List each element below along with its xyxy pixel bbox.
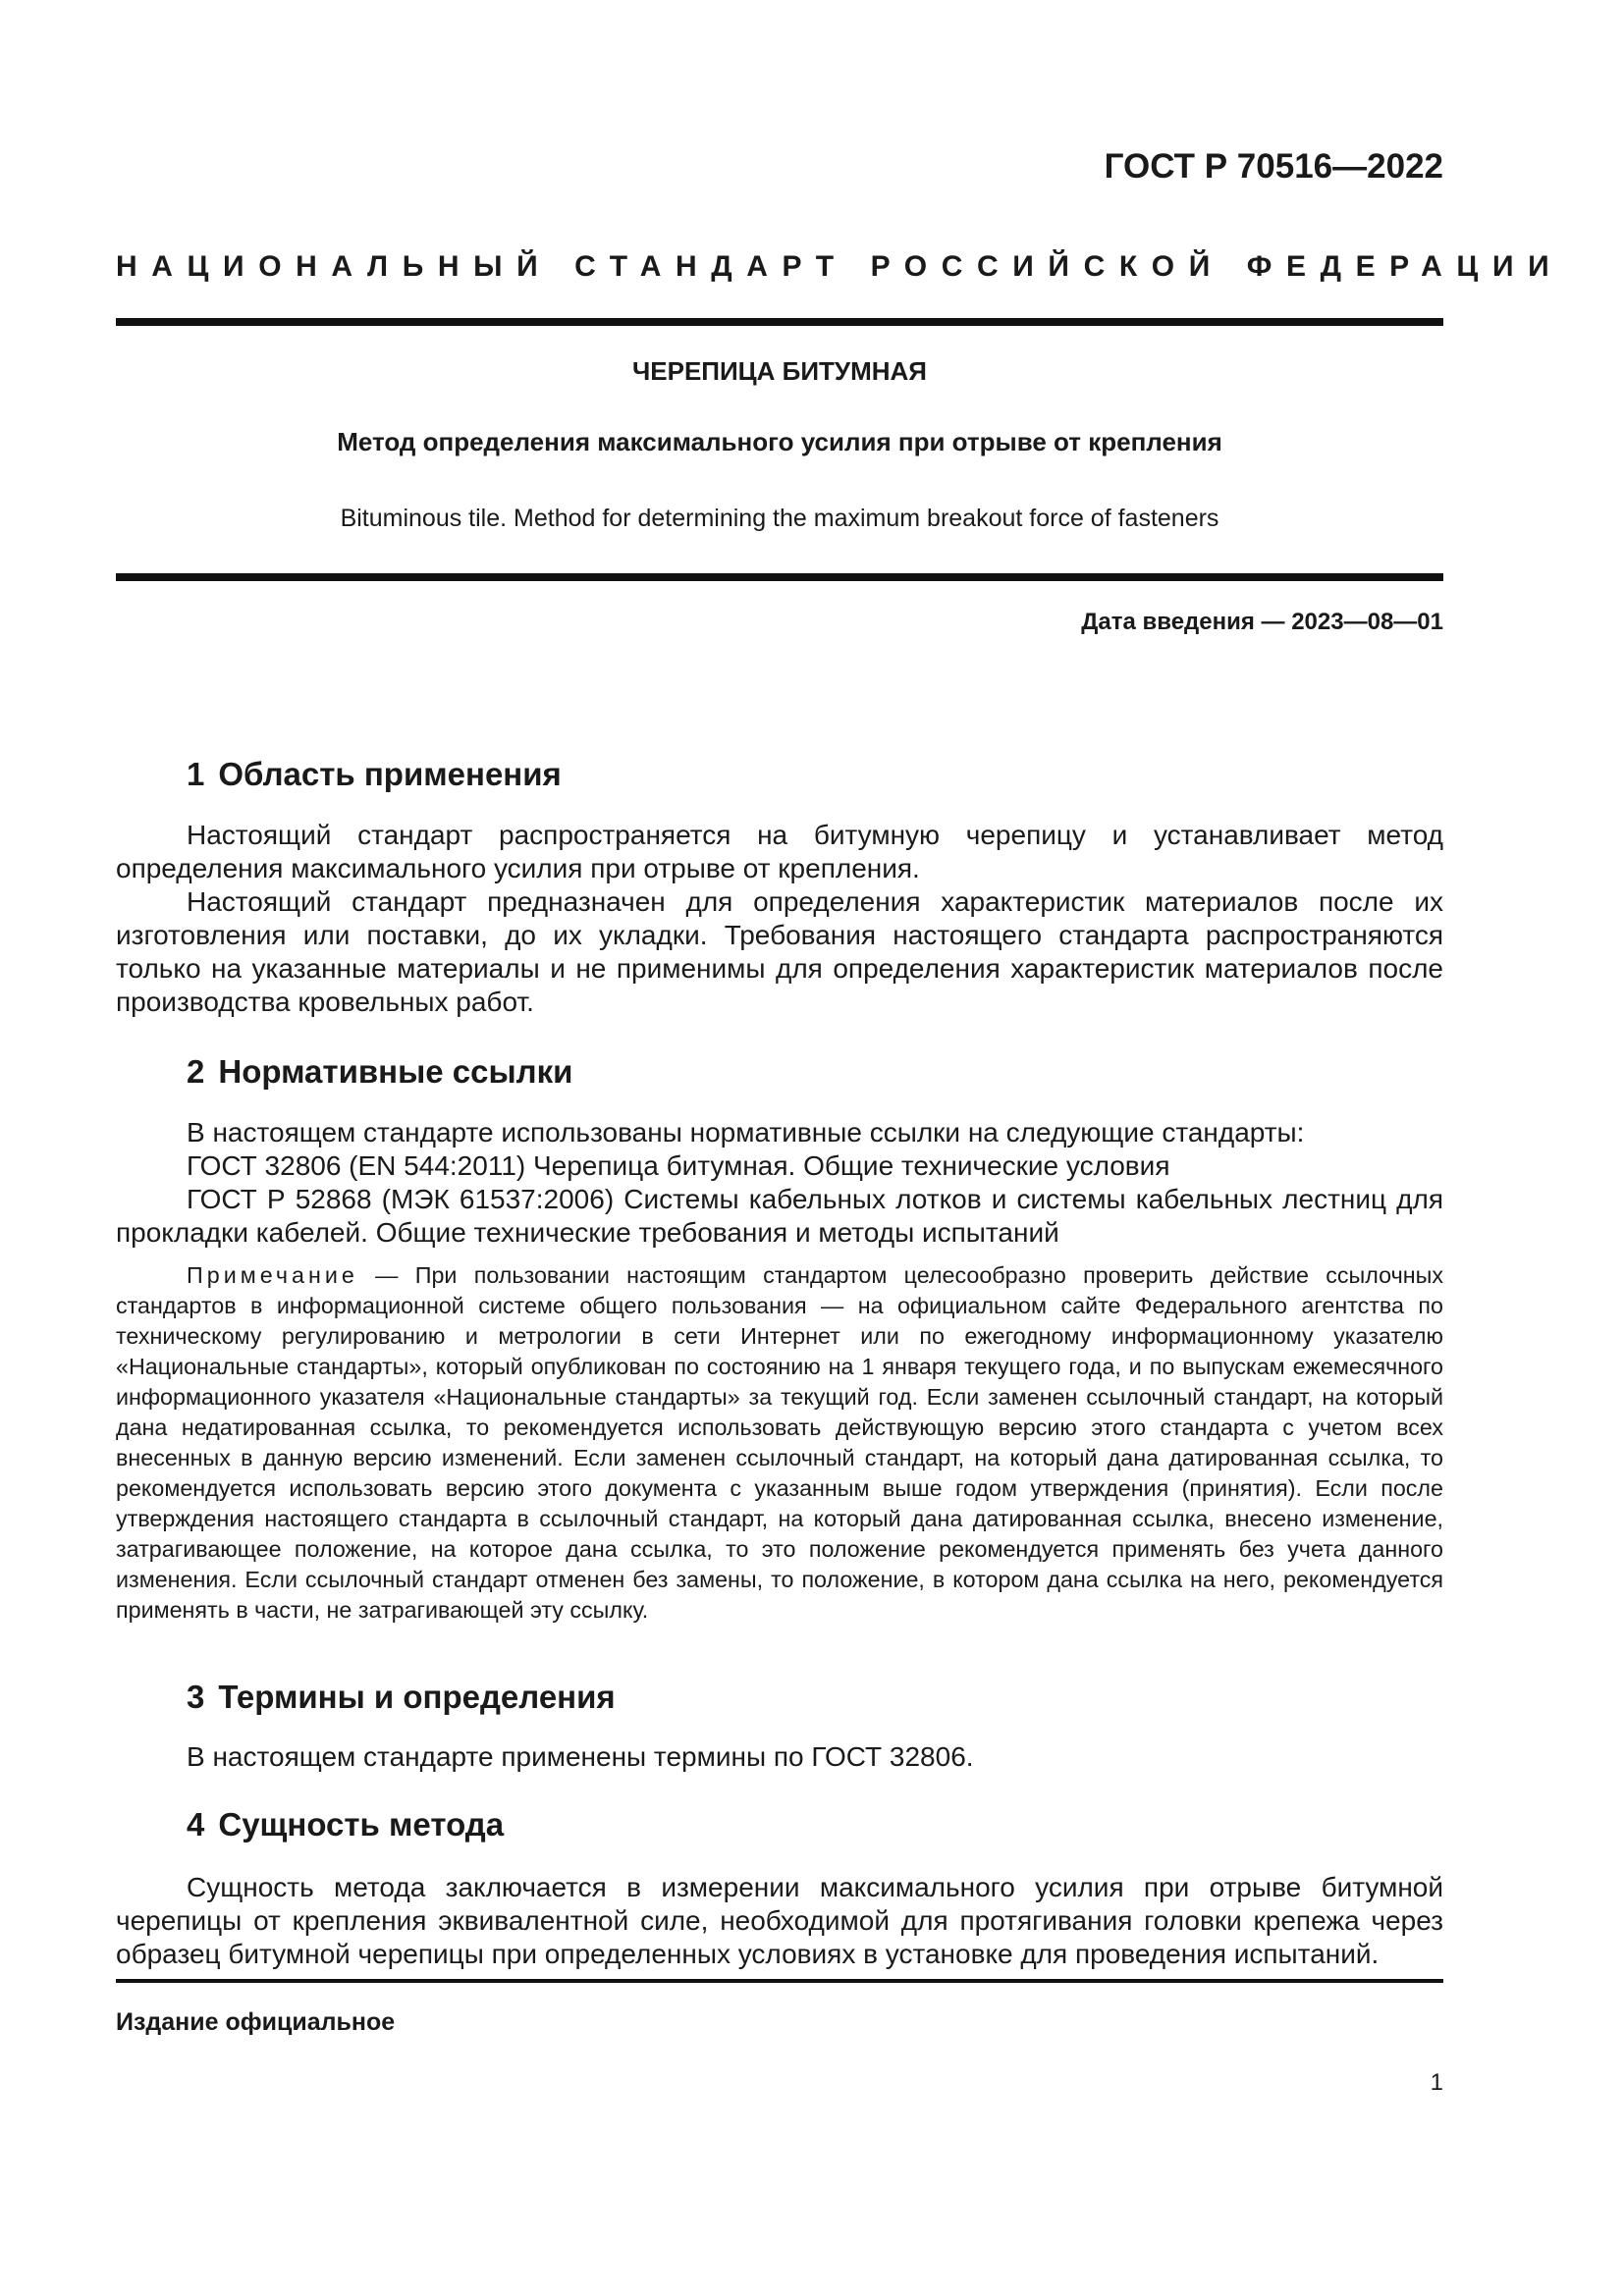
section-4-paragraph-1: Сущность метода заключается в измерении максимального усилия при отрыве битумной черепицы от крепления эквивалентной силе, необходимой для протягивания головки крепежа через образец битумной черепицы при определенных условиях в установке для проведения испытаний. [116,1872,1443,1969]
section-title: Область применения [218,756,562,792]
top-divider [116,318,1443,326]
section-4-heading [187,1806,504,1843]
edition-label: Издание официальное [116,2008,396,2036]
national-standard-banner: НАЦИОНАЛЬНЫЙ СТАНДАРТ РОССИЙСКОЙ ФЕДЕРАЦИИ [116,250,1564,283]
document-id: ГОСТ Р 70516—2022 [1104,147,1443,186]
section-1-paragraph-1: Настоящий стандарт распространяется на битумную черепицу и устанавливает метод определения максимального усилия при отрыве от крепления. [116,820,1443,883]
document-subtitle: Метод определения максимального усилия при отрыве от крепления [337,427,1222,456]
references-intro: В настоящем стандарте использованы нормативные ссылки на следующие стандарты: [187,1117,1305,1148]
section-number: 2 [187,1053,205,1090]
section-2-heading [187,1053,572,1091]
document-title: ЧЕРЕПИЦА БИТУМНАЯ [632,356,927,386]
section-1-heading [187,756,562,793]
note-label: Примечание [187,1262,358,1288]
reference-item: ГОСТ Р 52868 (МЭК 61537:2006) Системы кабельных лотков и системы кабельных лестниц для прокладки кабелей. Общие технические требования и методы испытаний [116,1184,1443,1248]
section-1-paragraph-2: Настоящий стандарт предназначен для определения характеристик материалов после их изготовления или поставки, до их укладки. Требования настоящего стандарта распространяются только на указанные материалы и не применимы для определения характеристик материалов после производства кровельных работ. [116,886,1443,1017]
section-number: 4 [187,1806,205,1842]
english-title: Bituminous tile. Method for determining the maximum breakout force of fasteners [340,505,1219,532]
introduction-date: Дата введения — 2023—08—01 [1081,609,1443,635]
footer-divider [116,1979,1443,1983]
reference-item: ГОСТ 32806 (EN 544:2011) Черепица битумная. Общие технические условия [187,1150,1170,1181]
section-title: Термины и определения [218,1679,616,1715]
references-note [116,1260,1443,1626]
section-number: 1 [187,756,205,792]
section-title: Нормативные ссылки [218,1053,573,1090]
page-number: 1 [1430,2069,1443,2096]
section-3-heading [187,1679,616,1716]
note-text: — При пользовании настоящим стандартом целесообразно проверить действие ссылочных стандартов в информационной системе общего пользования — на официальном сайте Федерального агентства по техническому регулированию и метрологии в сети Интернет или по ежегодному информационному указателю «Национальные стандарты», который опубликован по состоянию на 1 января текущего года, и по выпускам ежемесячного информационного указателя «Национальные стандарты» за текущий год. Если заменен ссылочный стандарт, на который дана недатированная ссылка, то рекомендуется использовать действующую версию этого стандарта с учетом всех внесенных в данную версию изменений. Если заменен ссылочный стандарт, на который дана датированная ссылка, то рекомендуется использовать версию этого документа с указанным выше годом утверждения (принятия). Если после утверждения настоящего стандарта в ссылочный стандарт, на который дана датированная ссылка, внесено изменение, затрагивающее положение, на которое дана ссылка, то это положение рекомендуется применять без учета данного изменения. Если ссылочный стандарт отменен без замены, то положение, в котором дана ссылка на него, рекомендуется применять в части, не затрагивающей эту ссылку. [116,1262,1443,1623]
section-number: 3 [187,1679,205,1715]
section-title: Сущность метода [218,1806,505,1842]
section-3-paragraph-1: В настоящем стандарте применены термины по ГОСТ 32806. [187,1741,974,1772]
title-divider [116,573,1443,581]
